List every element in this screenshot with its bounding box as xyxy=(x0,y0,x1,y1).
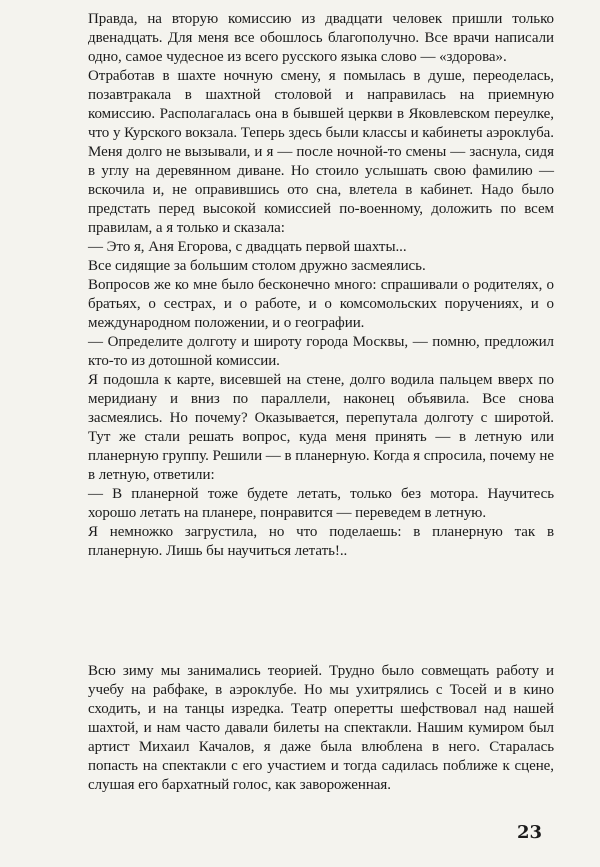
paragraph-11: Всю зиму мы занимались теорией. Трудно было совмещать работу и учебу на рабфаке, в аэроклубе. Но мы ухитрялись с Тосей и в кино сходить, и на танцы изредка. Театр оперетты шефствовал над нашей шахтой, и нам часто давали билеты на спектакли. Нашим кумиром был артист Михаил Качалов, я даже была влюблена в него. Старалась попасть на спектакли с его участием и тогда садилась поближе к сцене, слушая его бархатный голос, как завороженная. xyxy=(88,663,554,793)
paragraph-10: Я немножко загрустила, но что поделаешь: в планерную так в планерную. Лишь бы научиться летать!.. xyxy=(88,524,554,559)
page-number: 23 xyxy=(516,822,542,843)
paragraph-1: Правда, на вторую комиссию из двадцати человек пришли только двенадцать. Для меня все обошлось благополучно. Все врачи написали одно, самое чудесное из всего русского языка слово — «здорова». xyxy=(88,11,554,65)
paragraph-2: Отработав в шахте ночную смену, я помылась в душе, переоделась, позавтракала в шахтной столовой и направилась на приемную комиссию. Располагалась она в бывшей церкви в Яковлевском переулке, что у Курского вокзала. Теперь здесь были классы и кабинеты аэроклуба. xyxy=(88,68,554,141)
paragraph-9: — В планерной тоже будете летать, только без мотора. Научитесь хорошо летать на планере, понравится — переведем в летную. xyxy=(88,486,554,521)
paragraph-7: — Определите долготу и широту города Москвы, — помню, предложил кто-то из дотошной комиссии. xyxy=(88,334,554,369)
text-section-2 xyxy=(88,662,554,795)
paragraph-6: Вопросов же ко мне было бесконечно много: спрашивали о родителях, о братьях, о сестрах, и о работе, и о комсомольских поручениях, и о международном положении, и о географии. xyxy=(88,277,554,331)
paragraph-4: — Это я, Аня Егорова, с двадцать первой шахты... xyxy=(88,239,407,255)
paragraph-8: Я подошла к карте, висевшей на стене, долго водила пальцем вверх по меридиану и вниз по параллели, наконец объявила. Все снова засмеялись. Но почему? Оказывается, перепутала долготу с широтой. Тут же стали решать вопрос, куда меня принять — в летную или планерную группу. Решили — в планерную. Когда я спросила, почему не в летную, ответили: xyxy=(88,372,554,483)
text-section-1 xyxy=(88,10,554,561)
paragraph-5: Все сидящие за большим столом дружно засмеялись. xyxy=(88,258,426,274)
paragraph-3: Меня долго не вызывали, и я — после ночной-то смены — заснула, сидя в углу на деревянном диване. Но стоило услышать свою фамилию — вскочила и, не оправившись ото сна, влетела в кабинет. Надо было предстать перед высокой комиссией по-военному, доложить по всем правилам, а я только и сказала: xyxy=(88,144,554,236)
